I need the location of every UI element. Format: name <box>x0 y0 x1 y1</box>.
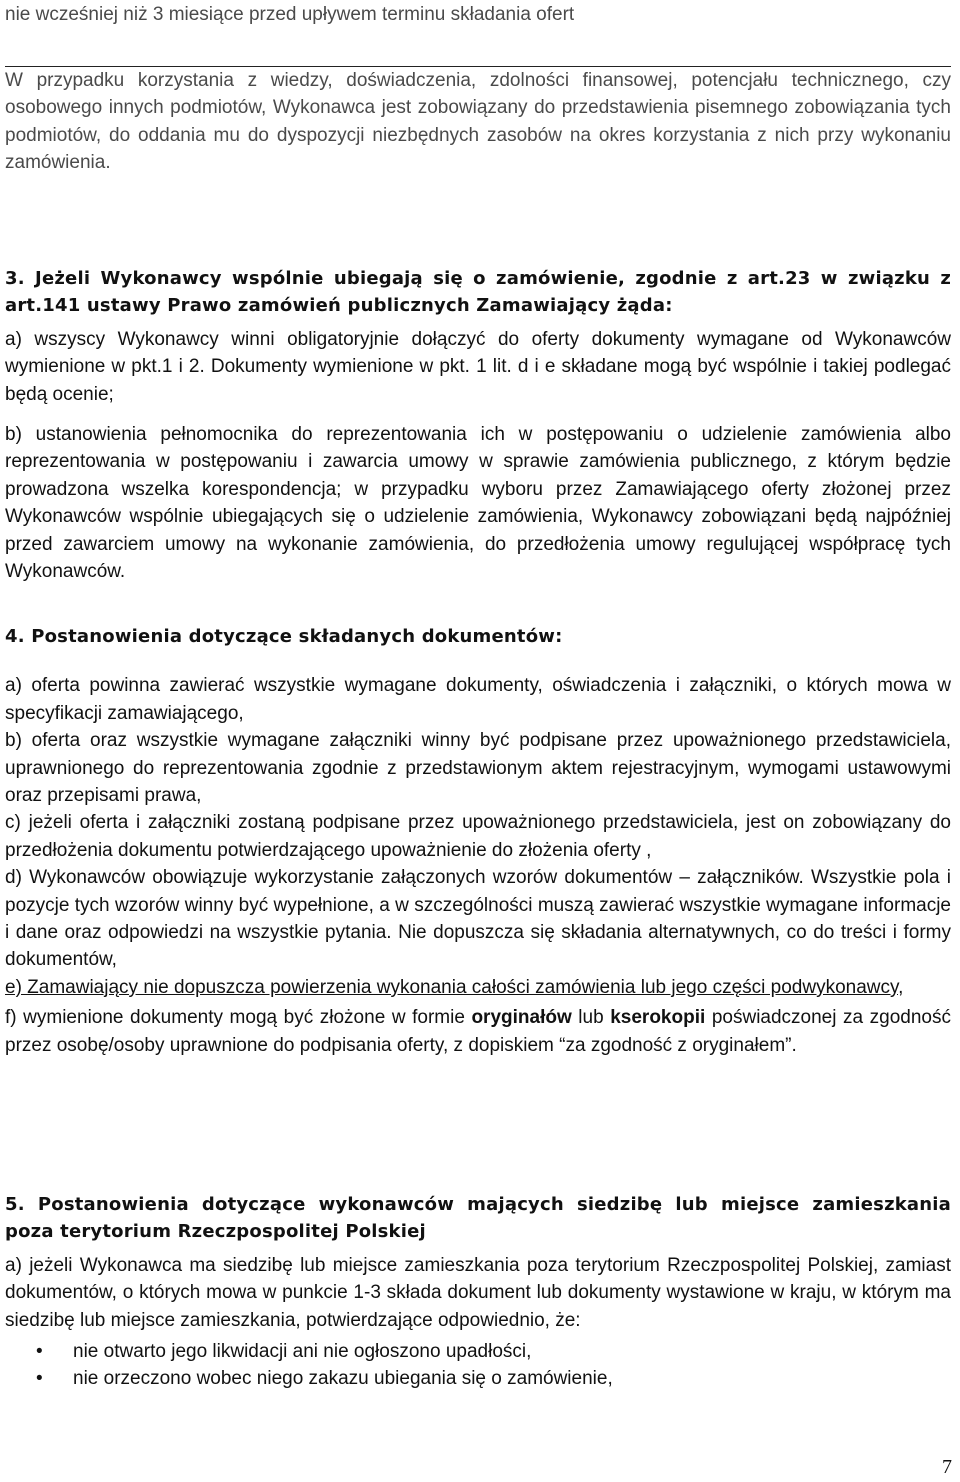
list-item <box>5 1365 951 1392</box>
section-4-item-c: c) jeżeli oferta i załączniki zostaną podpisane przez upoważnionego przedstawiciela, jest on zobowiązany do przedłożenia dokumentu potwierdzającego upoważnienie do złożenia oferty , <box>5 812 951 861</box>
copies-emphasis: kserokopii <box>610 1007 706 1029</box>
section-5-bullet-list <box>5 1338 951 1393</box>
section-3-item-b: b) ustanowienia pełnomocnika do reprezentowania ich w postępowaniu o udzielenie zamówienia albo reprezentowania w postępowaniu i zawarcia umowy w sprawie zamówienia publicznego, z którym będzie prowadzona wszelka korespondencja; w przypadku wyboru przez Zamawiającego oferty złożonej przez Wykonawców wspólnie ubiegających się o udzielenie zamówienia, Wykonawcy zobowiązani będą najpóźniej przed zawarciem umowy na wykonanie zamówienia, do przedłożenia umowy regulującej współpracę tych Wykonawców. <box>5 424 951 583</box>
bullet-icon: • <box>36 1341 43 1363</box>
section-4 <box>5 623 951 1059</box>
section-3-heading-part-b: 141 ustawy Prawo zamówień publicznych Zamawiający żąda: <box>42 295 673 317</box>
list-item <box>5 1338 951 1365</box>
section-3-item-a: a) wszyscy Wykonawcy winni obligatoryjnie dołączyć do oferty dokumenty wymagane od Wykonawców wymienione w pkt.1 i 2. Dokumenty wymienione w pkt. 1 lit. d i e składane mogą być wspólnie i takiej podlegać będą ocenie; <box>5 328 951 405</box>
list-item-text: nie orzeczono wobec niego zakazu ubiegania się o zamówienie, <box>73 1368 613 1390</box>
section-4-item-f-text-2: lub <box>571 1007 611 1029</box>
section-4-heading: 4. Postanowienia dotyczące składanych dokumentów: <box>5 626 563 647</box>
section-3-heading <box>5 265 951 320</box>
intro-line: nie wcześniej niż 3 miesiące przed upływem terminu składania ofert <box>5 4 575 25</box>
section-4-item-f-text-3: poświadczonej za zgodność przez osobę/osoby uprawnione do podpisania oferty, z dopiskiem “za zgodność z oryginałem”. <box>5 1007 951 1056</box>
section-3-heading-part-a: 3. Jeżeli Wykonawcy wspólnie ubiegają się o zamówienie, zgodnie z art.23 w związku z art. <box>5 268 951 317</box>
section-5-item-a: a) jeżeli Wykonawca ma siedzibę lub miejsce zamieszkania poza terytorium Rzeczpospolitej Polskiej, zamiast dokumentów, o których mowa w punkcie 1-3 składa dokument lub dokumenty wystawione w kraju, w którym ma siedzibę lub miejsce zamieszkania, potwierdzające odpowiednio, że: <box>5 1254 951 1331</box>
section-4-item-a: a) oferta powinna zawierać wszystkie wymagane dokumenty, oświadczenia i załączniki, o których mowa w specyfikacji zamawiającego, <box>5 675 951 724</box>
section-4-item-f <box>5 1004 951 1059</box>
list-item-text: nie otwarto jego likwidacji ani nie ogłoszono upadłości, <box>73 1341 532 1363</box>
section-5-heading: 5. Postanowienia dotyczące wykonawców mających siedzibę lub miejsce zamieszkania poza terytorium Rzeczpospolitej Polskiej <box>5 1194 951 1243</box>
section-3 <box>5 265 951 585</box>
third-party-resources-paragraph: W przypadku korzystania z wiedzy, doświadczenia, zdolności finansowej, potencjału technicznego, czy osobowego innych podmiotów, Wykonawca jest zobowiązany do przedstawienia pisemnego zobowiązania tych podmiotów, do oddania mu do dyspozycji niezbędnych zasobów na okres korzystania z nich przy wykonaniu zamówienia. <box>5 66 951 177</box>
bullet-icon: • <box>36 1368 43 1390</box>
section-4-item-b: b) oferta oraz wszystkie wymagane załączniki winny być podpisane przez upoważnionego przedstawiciela, uprawnionego do reprezentowania zgodnie z przedstawionym aktem rejestracyjnym, wymogami ustawowymi oraz przepisami prawa, <box>5 730 951 807</box>
originals-emphasis: oryginałów <box>471 1007 572 1029</box>
section-4-item-e: e) Zamawiający nie dopuszcza powierzenia wykonania całości zamówienia lub jego części podwykonawcy, <box>5 976 904 998</box>
section-4-item-d: d) Wykonawców obowiązuje wykorzystanie załączonych wzorów dokumentów – załączników. Wszystkie pola i pozycje tych wzorów winny być wypełnione, a w szczególności muszą zawierać wszystkie wymagane informacje i dane oraz odpowiedzi na wszystkie pytania. Nie dopuszcza się składania alternatywnych, co do treści i formy dokumentów, <box>5 867 951 971</box>
page-number: 7 <box>942 1456 952 1478</box>
section-4-item-f-text-1: f) wymienione dokumenty mogą być złożone w formie <box>5 1007 472 1029</box>
section-5 <box>5 1191 951 1393</box>
